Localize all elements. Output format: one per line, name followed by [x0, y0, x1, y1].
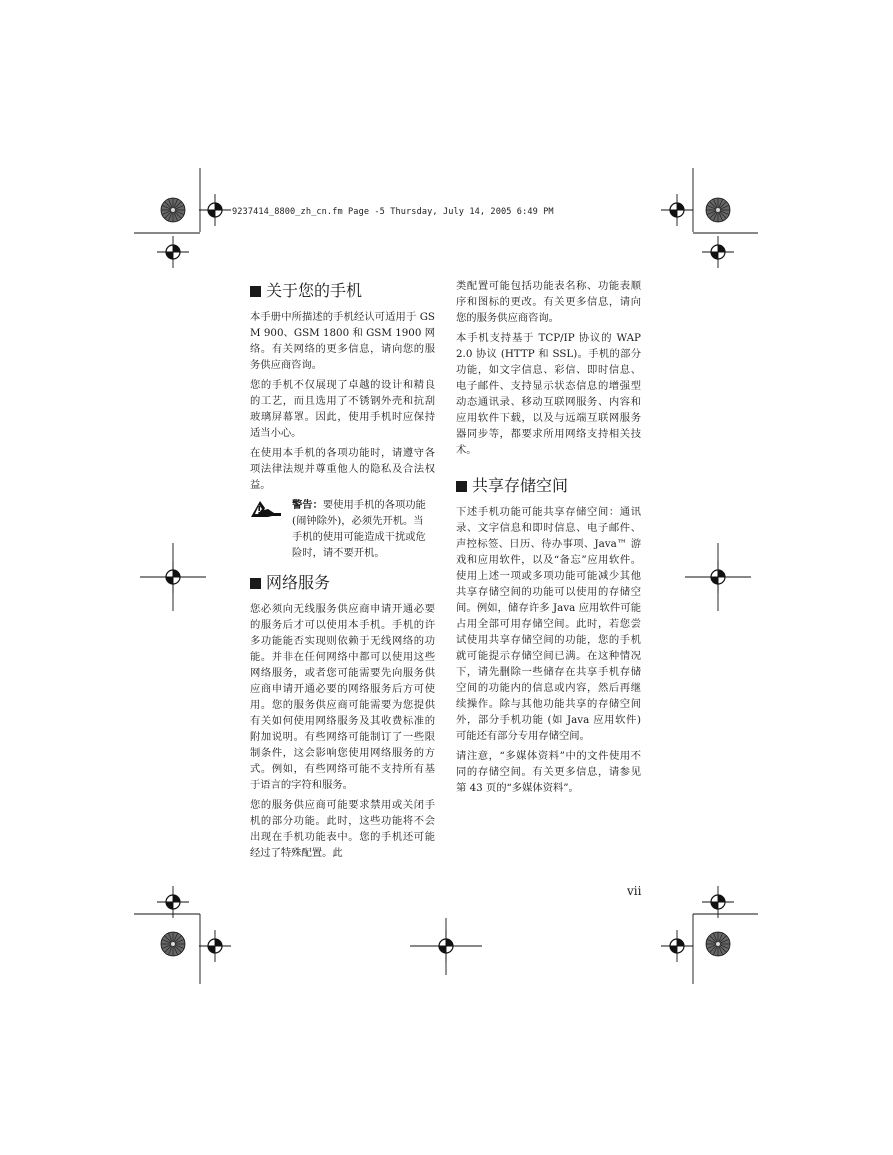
paragraph: 本手机支持基于 TCP/IP 协议的 WAP 2.0 协议 (HTTP 和 SSL)。手机的部分功能，如文字信息、彩信、即时信息、电子邮件、支持显示状态信息的增强型动态通讯录、移动互联网服务、内容和应用软件下载，以及与远端互联网服务器同步等，都要求所用网络支持相关技术。 [456, 332, 641, 456]
warning-block [250, 497, 435, 561]
page-number: vii [627, 884, 642, 898]
paragraph: 您的服务供应商可能要求禁用或关闭手机的部分功能。此时，这些功能将不会出现在手机功能表中。您的手机还可能经过了特殊配置。此 [250, 799, 435, 859]
section-heading-shared-memory [456, 476, 641, 496]
heading-square-icon [456, 481, 467, 492]
print-header-line: 9237414_8800_zh_cn.fm Page -5 Thursday, July 14, 2005 6:49 PM [232, 207, 554, 217]
warning-label: 警告： [292, 499, 323, 511]
section-heading-network-services [250, 573, 435, 593]
paragraph: 下述手机功能可能共享存储空间：通讯录、文字信息和即时信息、电子邮件、声控标签、日历、待办事项、Java™ 游戏和应用软件，以及“备忘”应用软件。使用上述一项或多项功能可能减少其他共享存储空间的功能可以使用的存储空间。例如，储存许多 Java 应用软件可能占用全部可用存储空间。此时，若您尝试使用共享存储空间的功能，您的手机就可能提示存储空间已满。在这种情况下，请先删除一些储存在共享手机存储空间的功能内的信息或内容，然后再继续操作。除与其他功能共享的存储空间外，部分手机功能 (如 Java 应用软件) 可能还有部分专用存储空间。 [456, 506, 641, 742]
paragraph: 请注意，“多媒体资料”中的文件使用不同的存储空间。有关更多信息，请参见第 43 页的“多媒体资料”。 [456, 750, 641, 794]
left-column [250, 281, 435, 865]
section-heading-about-phone [250, 281, 435, 301]
right-column [456, 278, 641, 800]
heading-text: 关于您的手机 [266, 281, 363, 300]
heading-square-icon [250, 578, 261, 589]
warning-text: 要使用手机的各项功能 (闹钟除外)，必须先开机。当手机的使用可能造成干扰或危险时，请不要开机。 [292, 499, 426, 559]
heading-text: 共享存储空间 [472, 476, 569, 495]
paragraph: 在使用本手机的各项功能时，请遵守各项法律法规并尊重他人的隐私及合法权益。 [250, 447, 435, 491]
heading-square-icon [250, 286, 261, 297]
warning-body [292, 497, 432, 561]
paragraph: 您必须向无线服务供应商申请开通必要的服务后才可以使用本手机。手机的许多功能能否实现则依赖于无线网络的功能。并非在任何网络中都可以使用这些网络服务，或者您可能需要先向服务供应商申请开通必要的网络服务后方可使用。您的服务供应商可能需要为您提供有关如何使用网络服务及其收费标准的附加说明。有些网络可能制订了一些限制条件，这会影响您使用网络服务的方式。例如，有些网络可能不支持所有基于语言的字符和服务。 [250, 603, 435, 791]
warning-hand-icon [250, 497, 282, 519]
paragraph: 本手册中所描述的手机经认可适用于 GSM 900、GSM 1800 和 GSM 1900 网络。有关网络的更多信息，请向您的服务供应商咨询。 [250, 311, 435, 371]
heading-text: 网络服务 [266, 573, 331, 592]
paragraph: 您的手机不仅展现了卓越的设计和精良的工艺，而且选用了不锈钢外壳和抗刮玻璃屏幕罩。因此，使用手机时应保持适当小心。 [250, 379, 435, 439]
paragraph: 类配置可能包括功能表名称、功能表顺序和图标的更改。有关更多信息，请向您的服务供应商咨询。 [456, 280, 641, 324]
